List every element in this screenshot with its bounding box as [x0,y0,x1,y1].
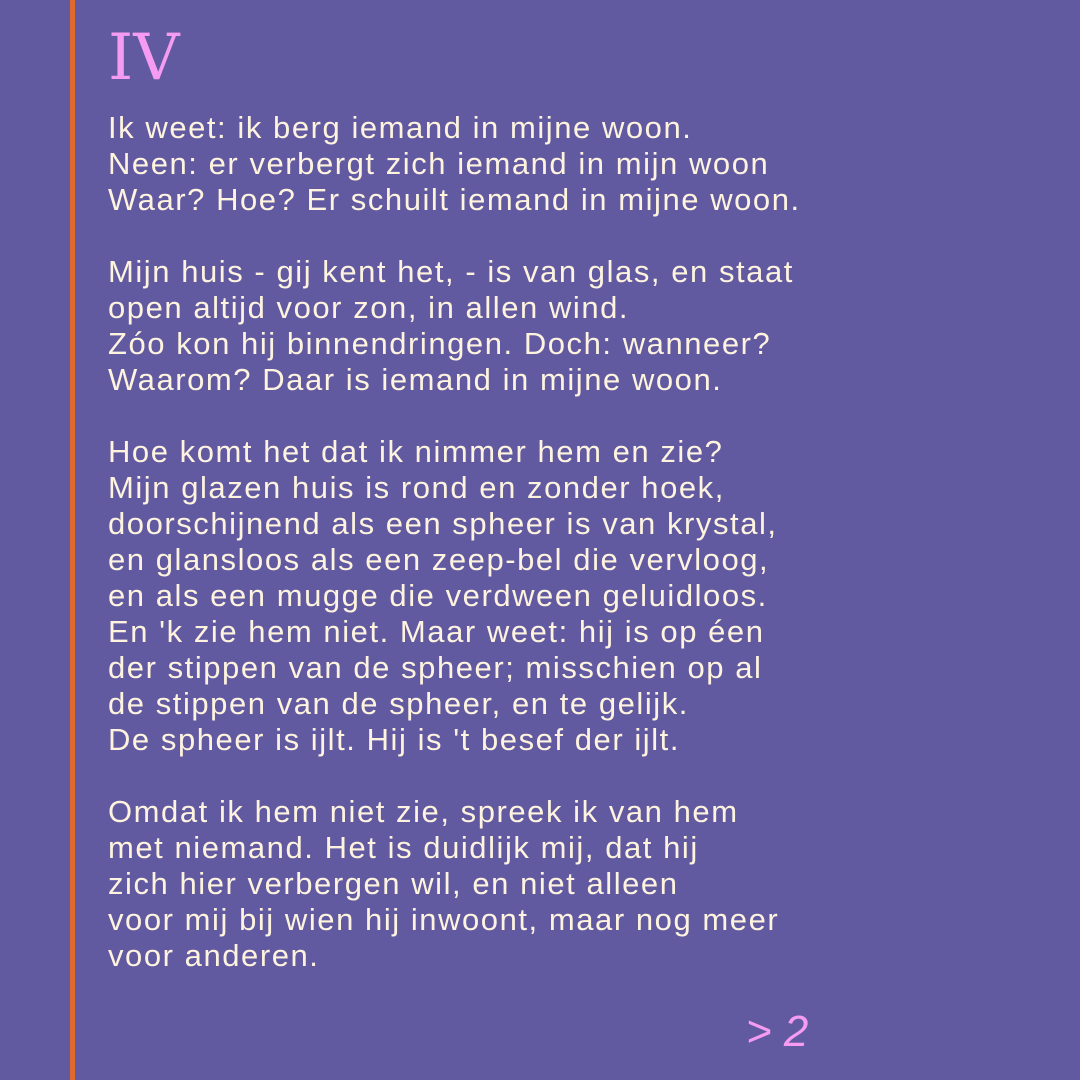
next-page-link[interactable]: > 2 [746,1007,809,1056]
poem-line: Zóo kon hij binnendringen. Doch: wanneer? [108,326,772,361]
poem-line: En 'k zie hem niet. Maar weet: hij is op éen [108,614,765,649]
poem-line: voor anderen. [108,938,320,973]
poem-line: voor mij bij wien hij inwoont, maar nog meer [108,902,780,937]
poem-line: open altijd voor zon, in allen wind. [108,290,630,325]
poem-line: zich hier verbergen wil, en niet alleen [108,866,679,901]
stanza [108,254,1048,398]
poem-line: Waar? Hoe? Er schuilt iemand in mijne woon. [108,182,801,217]
stanza [108,434,1048,758]
poem-line: en als een mugge die verdween geluidloos. [108,578,768,613]
stanza [108,794,1048,974]
poem-line: Hoe komt het dat ik nimmer hem en zie? [108,434,724,469]
poem-body [108,110,1048,1010]
poem-line: Neen: er verbergt zich iemand in mijn woon [108,146,770,181]
stanza [108,110,1048,218]
poem-line: Omdat ik hem niet zie, spreek ik van hem [108,794,739,829]
page-title: IV [108,21,180,95]
poem-line: doorschijnend als een spheer is van krystal, [108,506,778,541]
poem-line: en glansloos als een zeep-bel die vervloog, [108,542,770,577]
poem-line: Ik weet: ik berg iemand in mijne woon. [108,110,693,145]
poem-line: de stippen van de spheer, en te gelijk. [108,686,689,721]
accent-rule [70,0,75,1080]
poem-line: Waarom? Daar is iemand in mijne woon. [108,362,723,397]
poem-line: Mijn huis - gij kent het, - is van glas, en staat [108,254,794,289]
poem-line: Mijn glazen huis is rond en zonder hoek, [108,470,725,505]
poem-line: der stippen van de spheer; misschien op al [108,650,763,685]
poem-line: met niemand. Het is duidlijk mij, dat hij [108,830,699,865]
poem-line: De spheer is ijlt. Hij is 't besef der ijlt. [108,722,681,757]
